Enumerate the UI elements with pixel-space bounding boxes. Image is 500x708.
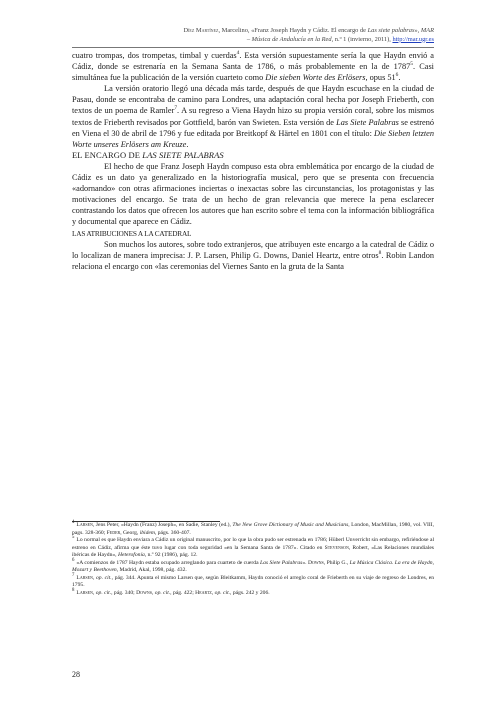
footnote-ref-5[interactable]: 5 bbox=[410, 61, 413, 68]
work-title: Die Sieben letzten Worte unseres Erlösers am Kreuze bbox=[72, 128, 434, 149]
footnote-author: Larsen bbox=[76, 589, 93, 596]
footnote-4 bbox=[72, 522, 434, 537]
footnote-title: op. cit. bbox=[154, 589, 171, 596]
footnote-ref-4[interactable]: 4 bbox=[236, 50, 240, 57]
footnote-ref-8[interactable]: 8 bbox=[378, 249, 382, 256]
header-citation: , Marcelino, «Franz Joseph Haydn y Cádiz. El encargo de bbox=[218, 27, 368, 34]
paragraph-text: . bbox=[186, 139, 189, 149]
main-text bbox=[72, 50, 434, 272]
footnote-author: Downs bbox=[307, 559, 324, 566]
running-header bbox=[72, 27, 434, 44]
footnote-title: Heterofonía bbox=[117, 552, 145, 558]
header-issue: , n.º 1 (invierno, 2011), bbox=[331, 35, 393, 43]
footnote-number: 6 bbox=[72, 557, 75, 563]
footnote-title: Las Siete Palabras bbox=[259, 559, 303, 566]
footnote-text: , pág. 340; bbox=[111, 589, 137, 596]
footnote-ref-6[interactable]: 6 bbox=[395, 72, 399, 79]
paragraph-text: . Casi simultánea fue la publicación de la versión cuarteto como bbox=[72, 62, 434, 83]
footnote-title: ibidem bbox=[139, 529, 155, 536]
paragraph-text: se estrenó en Viena el 30 de abril de 1796 y fue editada por Breitkopf & Härtel en 1801 con el título: bbox=[72, 117, 434, 138]
footnote-text: , pág. 422; bbox=[170, 589, 196, 596]
section-heading-text: EL ENCARGO DE bbox=[72, 149, 143, 160]
footnote-title: op. cit. bbox=[96, 574, 112, 581]
paragraph-text: . bbox=[398, 73, 401, 83]
footnote-text: , Georg, bbox=[120, 529, 140, 536]
footnote-text: , Robert, «Las Relaciones mundiales ibéricas de Haydn», bbox=[72, 544, 434, 558]
footnote-author: Downs bbox=[136, 589, 152, 596]
paragraph-text: . Robin Landon relaciona el encargo con «las ceremonias del Viernes Santo en la gruta de la Santa bbox=[72, 250, 434, 271]
paragraph-3 bbox=[72, 161, 434, 228]
footnote-number: 8 bbox=[72, 587, 75, 593]
footnote-text: , pág. 344. Apunta el mismo Larsen que, según Bleitkamm, Haydn conoció el arreglo coral de Frieberth en su viaje de regreso de Londres, en 1795. bbox=[72, 574, 435, 588]
footnote-8 bbox=[72, 587, 434, 598]
footnote-text: , bbox=[211, 589, 215, 596]
header-author: Díez Martínez bbox=[183, 27, 219, 34]
footnote-text: ». bbox=[302, 559, 308, 566]
work-title: Die sieben Worte des Erlösers bbox=[265, 73, 366, 83]
footnote-author: Feder bbox=[106, 529, 121, 536]
header-link[interactable]: http://mar.ugr.es bbox=[392, 35, 434, 43]
footnote-title: La Música Clásica. La era de Haydn, Mozart y Beethoven bbox=[72, 559, 435, 573]
paragraph-1 bbox=[72, 50, 434, 83]
footnote-author: Stevenson bbox=[324, 544, 349, 551]
header-divider bbox=[72, 47, 434, 48]
footnote-5 bbox=[72, 537, 434, 560]
paragraph-text: El hecho de que Franz Joseph Haydn compuso esta obra emblemática por encargo de la ciudad de Cádiz es un dato ya generalizado en la historiografía musical, pero que se presenta con frecuencia «adornando» con otras afirmaciones inciertas o inexactas sobre las circunstancias, los protagonistas y las motivaciones del encargo. Se trata de un hecho de gran relevancia que merece la pena esclarecer contrastando los datos que ofrecen los autores que han escrito sobre el tema con la información bibliográfica y documental que aparece en Cádiz. bbox=[72, 161, 434, 227]
section-heading-text: LAS ATRIBUCIONES A LA CATEDRAL bbox=[72, 228, 192, 238]
footnote-text: , Madrid, Akal, 1998, pág. 432. bbox=[116, 567, 187, 573]
paragraph-text: La versión oratorio llegó una década más tarde, después de que Haydn escuchase en la ciudad de Pasau, donde se encontraba de camino para Londres, una adaptación coral hecha por Joseph Frieberth, con textos de un poema de Ramler bbox=[72, 84, 434, 116]
footnote-title: op. cit. bbox=[95, 589, 112, 596]
header-citation-close: », bbox=[414, 27, 421, 34]
footnote-author: Larsen bbox=[76, 574, 93, 581]
paragraph-2 bbox=[72, 83, 434, 150]
footnote-author: Larsen bbox=[76, 522, 93, 528]
header-journal: MAR bbox=[420, 27, 434, 34]
footnote-text: , London, MacMillan, 1980, vol. VIII, pags. 328-360; bbox=[72, 522, 434, 536]
footnote-number: 7 bbox=[72, 572, 75, 578]
header-work-title: Las siete palabras bbox=[367, 27, 415, 34]
header-journal-subtitle: – Música de Andalucía en la Red bbox=[246, 35, 332, 43]
paragraph-text: . Esta versión supuestamente sería la que Haydn envió a Cádiz, donde se estrenaría en la Semana Santa de 1786, o más probablemente en la de 1787 bbox=[72, 51, 434, 72]
footnote-text: , bbox=[92, 589, 96, 596]
paragraph-4 bbox=[72, 239, 434, 272]
footnote-text: , págs. 242 y 206. bbox=[230, 589, 270, 596]
footnote-author: Heartz bbox=[195, 589, 212, 596]
footnote-title: op. cit. bbox=[214, 589, 231, 596]
footnote-number: 4 bbox=[72, 520, 75, 526]
section-heading-italic: LAS SIETE PALABRAS bbox=[142, 149, 224, 160]
footnote-text: , Jens Peter, «Haydn (Franz) Joseph», en Sadie, Stanley (ed.), bbox=[92, 522, 233, 528]
footnote-text: , págs. 360-407. bbox=[154, 529, 191, 536]
footnote-text: , n.º 92 (1986), pág. 12. bbox=[144, 552, 198, 558]
paragraph-text: cuatro trompas, dos trompetas, timbal y cuerdas bbox=[72, 51, 237, 60]
footnote-6 bbox=[72, 557, 435, 575]
work-title: Las Siete Palabras bbox=[336, 117, 399, 127]
footnote-text: , bbox=[92, 574, 96, 581]
footnote-title: The New Grove Dictionary of Music and Musicians bbox=[232, 522, 349, 528]
footnote-text: «A comienzos de 1787 Haydn estaba ocupado arreglando para cuarteto de cuerda bbox=[76, 559, 260, 566]
section-heading-encargo bbox=[72, 150, 434, 161]
section-heading-atribuciones bbox=[72, 228, 434, 239]
footnote-ref-7[interactable]: 7 bbox=[174, 105, 178, 112]
footnote-text: , Philip G., bbox=[323, 559, 350, 566]
paragraph-text: . A su regreso a Viena Haydn hizo su propia versión coral, sobre los mismos textos de Frieberth revisados por Gottfield, barón van Swieten. Esta versión de bbox=[72, 106, 435, 127]
page-number: 28 bbox=[72, 670, 80, 679]
footnote-text: , bbox=[151, 589, 155, 596]
paragraph-text: , opus 51 bbox=[365, 73, 396, 83]
footnote-7 bbox=[72, 572, 435, 590]
footnotes bbox=[72, 522, 434, 597]
footnote-number: 5 bbox=[72, 535, 75, 541]
footnote-text: Lo normal es que Haydn enviara a Cádiz un original manuscrito, por lo que la obra pudo ser estrenada en 1786; Hüberl Unverricht sin embargo, refiriéndose al estreno en Cádiz, afirma que éste tuvo lugar con toda seguridad «en la Semana Santa de 1787». Citado en bbox=[72, 537, 434, 551]
paragraph-text: Son muchos los autores, sobre todo extranjeros, que atribuyen este encargo a la catedral de Cádiz o lo localizan de manera imprecisa: J. P. Larsen, Philip G. Downs, Daniel Heartz, entre otros bbox=[72, 239, 434, 260]
